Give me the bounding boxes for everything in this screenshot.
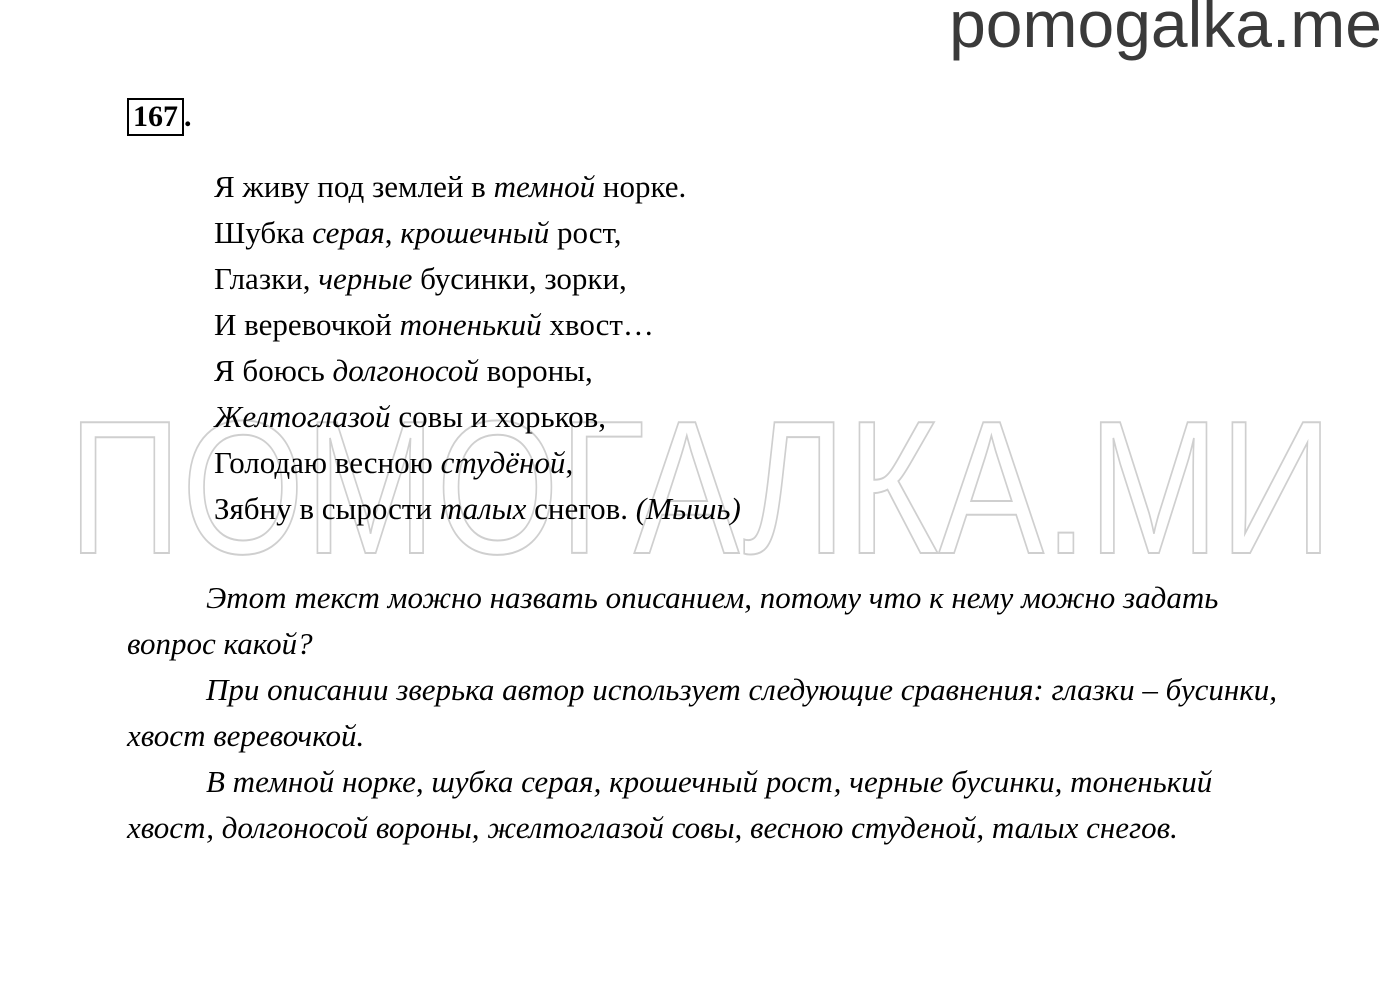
- poem-text: И веревочкой: [214, 307, 400, 342]
- poem-line: [214, 394, 741, 440]
- poem-italic-word: темной: [493, 169, 596, 204]
- poem-italic-word: тоненький: [399, 307, 542, 342]
- poem-text: Я живу под землей в: [214, 169, 494, 204]
- answer-paragraph: При описании зверька автор использует следующие сравнения: глазки – бусинки, хвост веревочкой.: [127, 672, 1278, 753]
- poem-text: рост,: [549, 215, 622, 250]
- poem-text: вороны,: [478, 353, 593, 388]
- poem-italic-word: студёной: [440, 445, 566, 480]
- task-number: [127, 98, 192, 136]
- poem-line: [214, 486, 741, 532]
- poem-text: норке.: [595, 169, 687, 204]
- task-number-value: 167: [133, 100, 178, 133]
- poem-line: [214, 164, 741, 210]
- poem-text: снегов.: [526, 491, 636, 526]
- task-number-dot: .: [184, 100, 192, 133]
- poem-text: ,: [565, 445, 574, 480]
- poem-line: [214, 440, 741, 486]
- poem-text: хвост…: [541, 307, 654, 342]
- site-brand: pomogalka.me: [949, 0, 1382, 61]
- poem-italic-word: серая: [312, 215, 385, 250]
- poem-text: ,: [384, 215, 401, 250]
- poem-text: Зябну в сырости: [214, 491, 440, 526]
- poem-text: Глазки,: [214, 261, 319, 296]
- poem-italic-word: талых: [439, 491, 527, 526]
- poem-italic-word: черные: [318, 261, 413, 296]
- poem-line: [214, 348, 741, 394]
- poem-italic-word: (Мышь): [635, 491, 741, 526]
- answer-paragraph: Этот текст можно назвать описанием, потому что к нему можно задать вопрос какой?: [127, 580, 1219, 661]
- poem-text: Голодаю весною: [214, 445, 441, 480]
- poem-line: [214, 210, 741, 256]
- task-number-box: [127, 98, 184, 136]
- answer-text: [127, 575, 1297, 851]
- poem-italic-word: Желтоглазой: [214, 399, 391, 434]
- answer-paragraph: В темной норке, шубка серая, крошечный рост, черные бусинки, тоненький хвост, долгоносой вороны, желтоглазой совы, весною студеной, талых снегов.: [127, 764, 1213, 845]
- poem-line: [214, 256, 741, 302]
- poem-line: [214, 302, 741, 348]
- poem-text: бусинки, зорки,: [412, 261, 627, 296]
- poem-text: Я боюсь: [214, 353, 333, 388]
- poem-text: Шубка: [214, 215, 313, 250]
- poem-italic-word: крошечный: [400, 215, 550, 250]
- poem-text: совы и хорьков,: [390, 399, 606, 434]
- poem: [214, 164, 741, 532]
- watermark-text: ПОМОГАЛКА.МИ: [68, 398, 1333, 568]
- poem-italic-word: долгоносой: [332, 353, 479, 388]
